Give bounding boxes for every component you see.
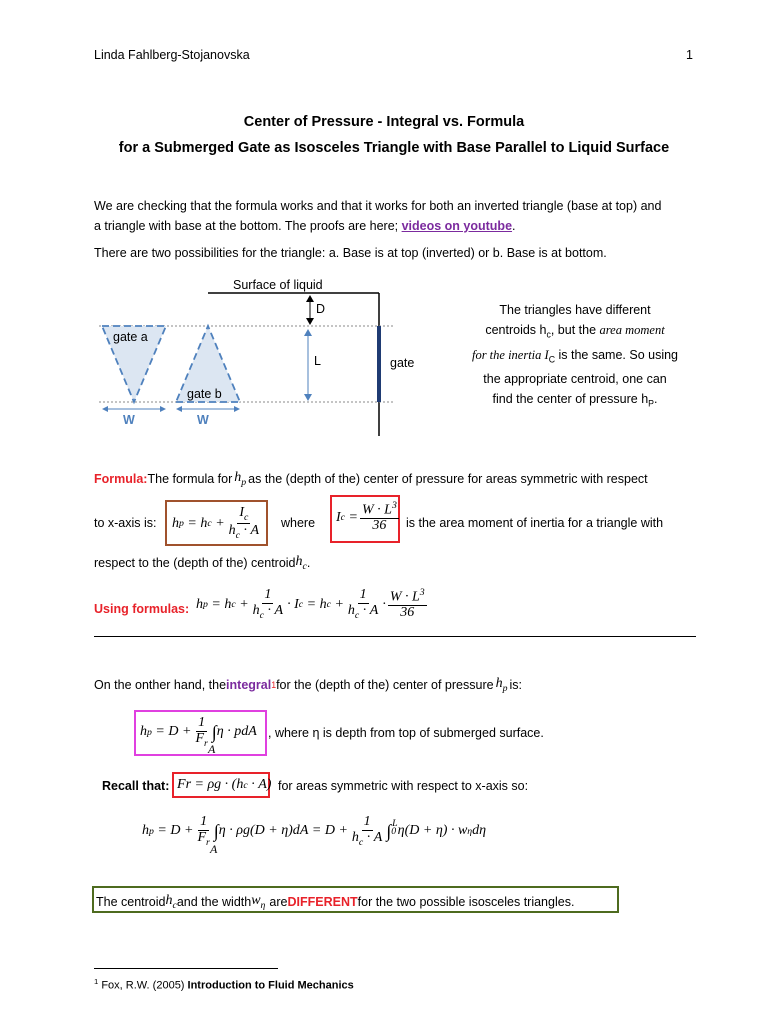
integral-formula: h p = D + $\frac{1}{F_r}$ ∫ η · p d A [140,715,257,749]
footnote: $^1$ Fox, R.W. (2005) Introduction to Fluid Mechanics [94,977,354,992]
formula-label: Formula: [94,471,148,486]
hp-formula: h p = h c + $\frac{I_c}{h_c \cdot A}$ [172,505,260,541]
hp-formula-box [165,500,268,546]
recall-label: Recall that: [102,779,170,793]
gate-b-label: gate b [187,387,222,401]
centroid-note-box [92,886,619,913]
intro-line-3: There are two possibilities for the triangle: a. Base is at top (inverted) or b. Base is at bottom. [94,246,607,260]
surface-label: Surface of liquid [233,278,323,292]
intro-line-2 [94,219,516,233]
where-text: where [281,516,316,530]
gate-bar [377,326,381,402]
formula-line-3: respect to the (depth of the) centroid $h_c$ . [94,554,311,572]
ic-formula: I c = $\frac{W \cdot L^3}{36}$ [336,500,397,534]
integral-subscript-a: A [208,742,216,756]
gate-a-label: gate a [113,330,148,344]
integral-word: integral [226,677,272,692]
w-label-b: W [197,413,209,427]
expanded-integral-subscript-a: A [210,842,218,856]
expanded-integral-equation: h p = D + $\frac{1}{F_r}$ ∫ η · ρg( D + η )d A = D + $\frac{1}{h_c \cdot A}$ ∫ 0 $^L$ η ( D + η ) · w η d η [142,814,487,848]
fr-formula-box [172,772,270,798]
header-author: Linda Fahlberg-Stojanovska [94,48,250,62]
centroid-note-text: The centroid $h_c$ and the width $w_\eta$ are DIFFERENT for the two possible isosceles triangles. [96,893,575,911]
title-line-1: Center of Pressure - Integral vs. Formula [243,114,525,130]
footnote-rule [94,968,278,969]
youtube-link[interactable]: videos on youtube [401,219,513,233]
integral-formula-box [134,710,267,756]
fr-formula: F r = ρg · ( h c · A ) [177,777,272,792]
eta-note: , where η is depth from top of submerged surface. [268,726,544,740]
side-note-line-2: centroids $h_c$, but the area moment [485,323,665,340]
gate-label: gate [390,356,415,370]
section-divider [94,636,696,637]
formula-line-2-label: to x-axis is: [94,516,157,530]
side-note-line-1: The triangles have different [499,303,651,317]
using-formulas-label: Using formulas: [94,602,190,616]
side-note-line-4: the appropriate centroid, one can [483,372,667,386]
recall-text: for areas symmetric with respect to x-axis so: [278,779,529,793]
integral-line-1: On the onther hand, the integral 1 for the (depth of the) center of pressure $h_p$ is: [94,676,522,694]
side-note-line-3: for the inertia $I_C$ is the same. So using [471,347,679,364]
different-emphasis: DIFFERENT [287,894,358,909]
ic-formula-box [330,495,400,543]
intro-line-2-text: a triangle with base at the bottom. The proofs are here; [94,219,402,233]
side-note-line-5: find the center of pressure $h_P$. [492,392,658,409]
d-label: D [316,302,326,316]
formula-line-1: Formula: The formula for $h_p$ as the (depth of the) center of pressure for areas symmetric with respect [94,470,648,488]
side-note [460,300,690,414]
title-line-2: for a Submerged Gate as Isosceles Triangle with Base Parallel to Liquid Surface [118,140,670,156]
w-label-a: W [123,413,135,427]
formula-line-2-text: is the area moment of inertia for a triangle with [406,516,664,530]
page-number: 1 [686,48,693,62]
intro-line-1: We are checking that the formula works and that it works for both an inverted triangle (base at top) and [94,199,662,213]
intro-line-2-end: . [512,219,516,233]
footnote-ref: 1 [271,679,277,690]
l-label: L [314,354,321,368]
using-formulas-equation: h p = h c + $\frac{1}{h_c \cdot A}$ · I c = h c + $\frac{1}{h_c \cdot A}$ · $\frac{W \cdot L^3}{36}$ [196,587,425,621]
